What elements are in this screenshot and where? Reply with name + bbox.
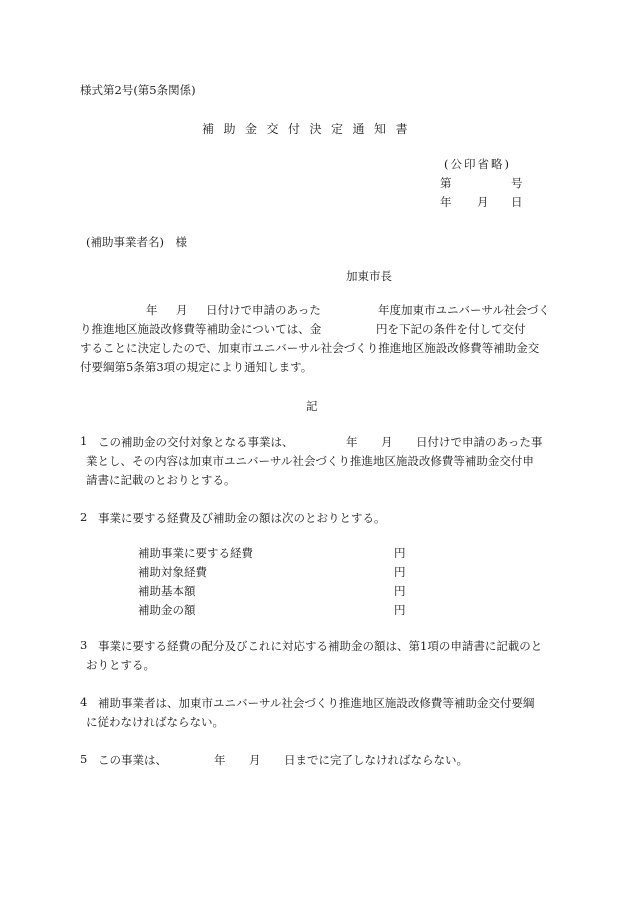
document-number-suffix: 号 <box>511 176 523 190</box>
item-5-tail: 日までに完了しなければならない。 <box>284 753 468 767</box>
body-year: 年 <box>146 303 158 317</box>
amount-unit: 円 <box>394 565 406 579</box>
amount-unit: 円 <box>394 546 406 560</box>
body-line-4: 付要綱第5条第3項の規定により通知します。 <box>80 360 313 374</box>
ki-heading: 記 <box>306 399 318 413</box>
amount-unit: 円 <box>394 603 406 617</box>
item-2-text: 事業に要する経費及び補助金の額は次のとおりとする。 <box>98 511 386 525</box>
item-4-line-1: 補助事業者は、加東市ユニバーサル社会づくり推進地区施設改修費等補助金交付要綱 <box>98 696 535 710</box>
item-1-line-3: 請書に記載のとおりとする。 <box>86 473 236 487</box>
amount-label: 補助金の額 <box>138 603 196 617</box>
item-5-year: 年 <box>214 753 226 767</box>
amount-label: 補助基本額 <box>138 584 196 598</box>
item-5-number: 5 <box>80 752 88 766</box>
body-line-2-head: り推進地区施設改修費等補助金については、金 <box>80 322 322 336</box>
amount-unit: 円 <box>394 584 406 598</box>
date-month: 月 <box>477 195 489 209</box>
item-1-head: この補助金の交付対象となる事業は、 <box>98 435 294 449</box>
item-5-head: この事業は、 <box>98 753 167 767</box>
item-1-tail: 日付けで申請のあった事 <box>416 435 543 449</box>
item-3-line-1: 事業に要する経費の配分及びこれに対応する補助金の額は、第1項の申請書に記載のと <box>98 639 543 653</box>
body-date-text: 日付けで申請のあった <box>206 303 321 317</box>
body-month: 月 <box>176 303 188 317</box>
seal-omitted-note: (公印省略) <box>444 157 511 171</box>
issuer: 加東市長 <box>346 269 392 283</box>
body-line-3: することに決定したので、加東市ユニバーサル社会づくり推進地区施設改修費等補助金交 <box>80 341 540 355</box>
date-year: 年 <box>440 195 452 209</box>
item-1-year: 年 <box>346 435 358 449</box>
item-1-line-2: 業とし、その内容は加東市ユニバーサル社会づくり推進地区施設改修費等補助金交付申 <box>86 454 534 468</box>
item-4-number: 4 <box>80 695 88 709</box>
body-line-2-tail: 円を下記の条件を付して交付 <box>376 322 526 336</box>
item-1-month: 月 <box>381 435 393 449</box>
item-1-number: 1 <box>80 434 88 448</box>
body-fiscal-year-text: 年度加東市ユニバーサル社会づく <box>378 303 550 317</box>
amount-label: 補助事業に要する経費 <box>138 546 253 560</box>
document-title: 補助金交付決定通知書 <box>202 122 418 136</box>
addressee: (補助事業者名) 様 <box>86 235 187 249</box>
item-4-line-2: に従わなければならない。 <box>86 715 224 729</box>
item-3-number: 3 <box>80 638 88 652</box>
item-5-month: 月 <box>249 753 261 767</box>
item-2-number: 2 <box>80 510 88 524</box>
form-number: 様式第2号(第5条関係) <box>80 83 196 97</box>
item-3-line-2: おりとする。 <box>86 658 155 672</box>
date-day: 日 <box>511 195 523 209</box>
document-number-prefix: 第 <box>440 176 452 190</box>
amount-label: 補助対象経費 <box>138 565 207 579</box>
